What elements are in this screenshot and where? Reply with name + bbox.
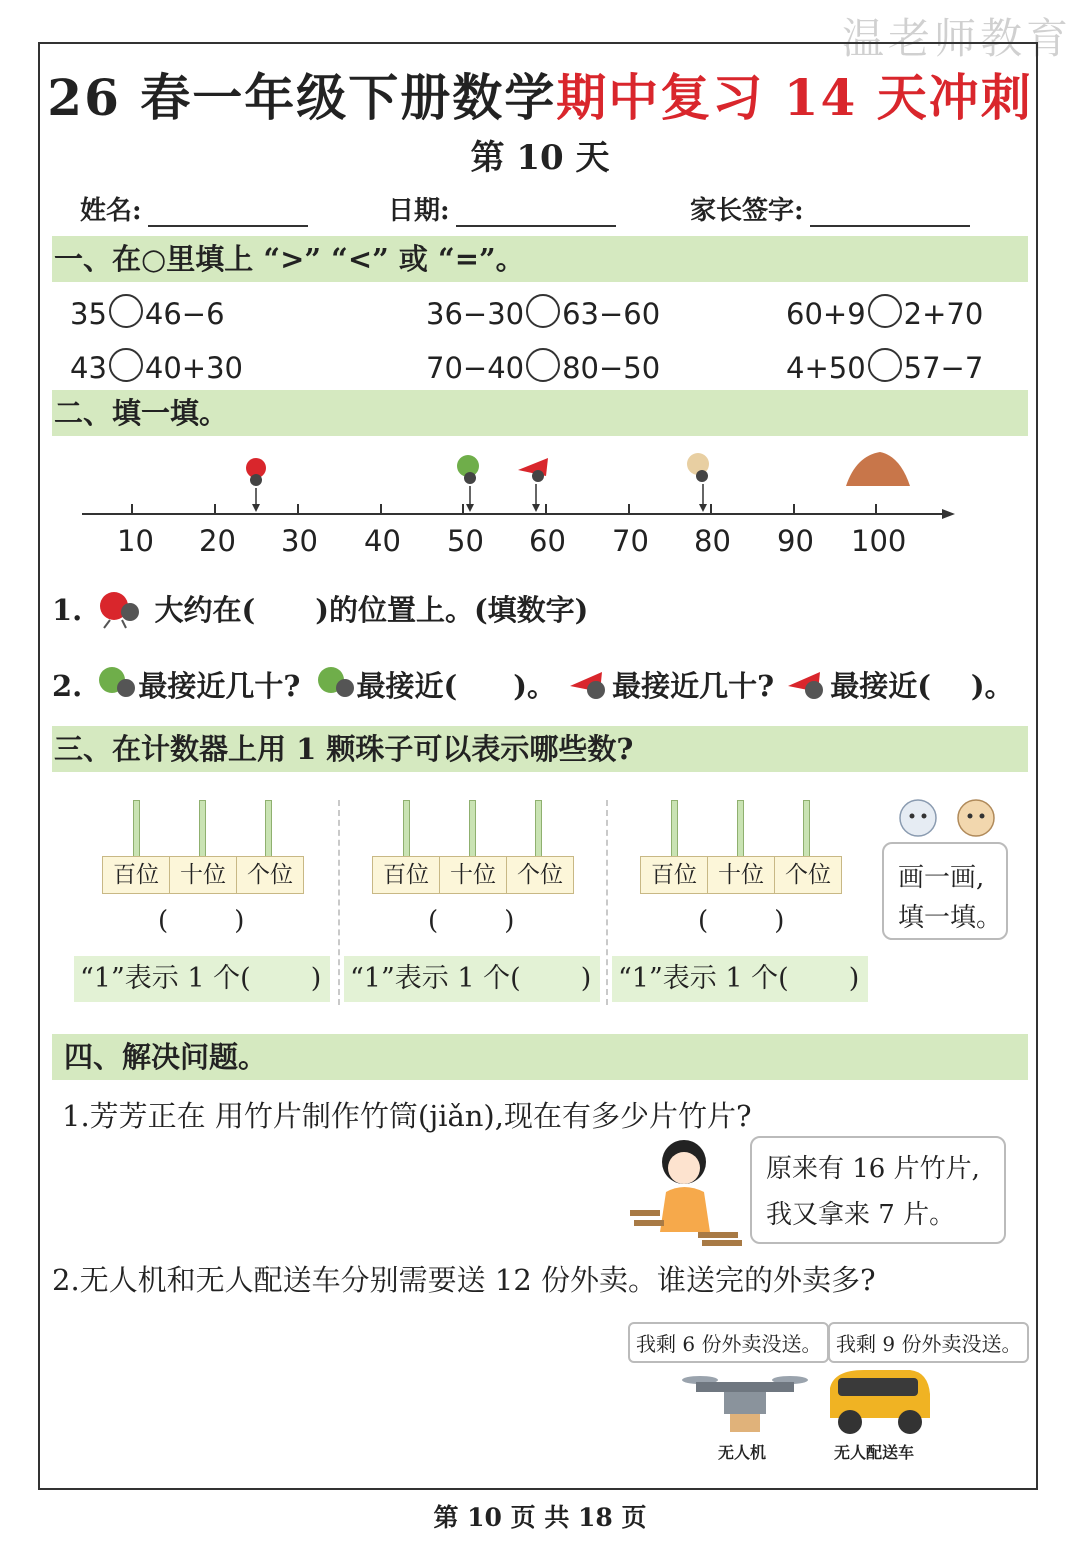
tick-label: 100	[851, 524, 907, 558]
watermark: 温老师教育	[841, 14, 1072, 63]
green-ant-icon	[92, 664, 138, 706]
cape-ant-icon	[566, 664, 612, 706]
speech-bubble: 原来有 16 片竹片, 我又拿来 7 片。	[750, 1136, 1006, 1244]
title-black: 26 春一年级下册数学	[47, 68, 557, 127]
day-subtitle: 第 10 天	[470, 138, 610, 178]
tick-label: 30	[281, 524, 318, 558]
tick-label: 10	[117, 524, 154, 558]
car-label: 无人配送车	[834, 1443, 915, 1462]
problem-2: 2.无人机和无人配送车分别需要送 12 份外卖。谁送完的外卖多?	[52, 1263, 876, 1297]
compare-circle[interactable]	[868, 348, 902, 382]
red-ant-icon	[92, 588, 144, 630]
tick-label: 70	[612, 524, 649, 558]
page-title	[0, 58, 1080, 130]
abacus-2: 百位 十位 个位	[372, 800, 572, 896]
tick-label: 40	[364, 524, 401, 558]
compare-item: 4+50 57−7	[786, 348, 983, 385]
compare-item: 36−30 63−60	[426, 294, 660, 331]
cape-ant-icon	[518, 458, 548, 512]
tick-label: 80	[694, 524, 731, 558]
drone-icon	[680, 1368, 810, 1436]
section-1-header: 一、在○里填上 “>” “<” 或 “=”。	[52, 236, 1028, 282]
sign-field: 家长签字:	[690, 190, 970, 227]
number-line	[70, 448, 970, 528]
divider	[338, 800, 340, 1005]
abacus-1: 百位 十位 个位	[102, 800, 302, 896]
cape-ant-icon	[784, 664, 830, 706]
date-field: 日期:	[388, 190, 616, 227]
section-3-header: 三、在计数器上用 1 颗珠子可以表示哪些数?	[52, 726, 1028, 772]
one-meaning-box[interactable]: “1”表示 1 个( )	[74, 956, 330, 1002]
compare-circle[interactable]	[109, 294, 143, 328]
section-2-header: 二、填一填。	[52, 390, 1028, 436]
title-red: 期中复习 14 天冲刺	[556, 68, 1033, 127]
one-meaning-box[interactable]: “1”表示 1 个( )	[612, 956, 868, 1002]
fill-question-2: 2. 最接近几十? 最接近( )。 最接近几十? 最接近( )。	[52, 664, 1014, 706]
compare-item: 35 46−6	[70, 294, 225, 331]
hat-ant-icon	[687, 453, 709, 512]
compare-circle[interactable]	[526, 348, 560, 382]
green-ant-icon	[457, 455, 479, 512]
compare-item: 70−40 80−50	[426, 348, 660, 385]
divider	[606, 800, 608, 1005]
one-meaning-box[interactable]: “1”表示 1 个( )	[344, 956, 600, 1002]
compare-item: 43 40+30	[70, 348, 243, 385]
hint-bubble: 画一画, 填一填。	[882, 842, 1008, 940]
compare-item: 60+9 2+70	[786, 294, 983, 331]
compare-circle[interactable]	[526, 294, 560, 328]
tick-label: 60	[529, 524, 566, 558]
tick-label: 90	[777, 524, 814, 558]
name-field: 姓名:	[80, 190, 308, 227]
compare-circle[interactable]	[109, 348, 143, 382]
fill-question-1: 1. 大约在( )的位置上。(填数字)	[52, 588, 588, 630]
red-ant-icon	[246, 458, 266, 512]
tick-label: 50	[447, 524, 484, 558]
girl-icon	[628, 1136, 752, 1248]
tick-label: 20	[199, 524, 236, 558]
green-ant-icon	[311, 664, 357, 706]
drone-label: 无人机	[718, 1443, 767, 1462]
abacus-answer[interactable]: ( )	[158, 906, 245, 936]
abacus-answer[interactable]: ( )	[428, 906, 515, 936]
section-4-header: 四、解决问题。	[52, 1034, 1028, 1080]
car-speech: 我剩 9 份外卖没送。	[828, 1322, 1029, 1363]
abacus-3: 百位 十位 个位	[640, 800, 840, 896]
compare-circle[interactable]	[868, 294, 902, 328]
drone-speech: 我剩 6 份外卖没送。	[628, 1322, 829, 1363]
anthill-icon	[846, 452, 910, 486]
delivery-car-icon	[824, 1364, 934, 1438]
page-footer: 第 10 页 共 18 页	[433, 1503, 647, 1532]
puppies-icon	[890, 796, 1010, 844]
abacus-answer[interactable]: ( )	[698, 906, 785, 936]
problem-1: 1.芳芳正在 用竹片制作竹筒(jiǎn),现在有多少片竹片?	[62, 1099, 752, 1133]
